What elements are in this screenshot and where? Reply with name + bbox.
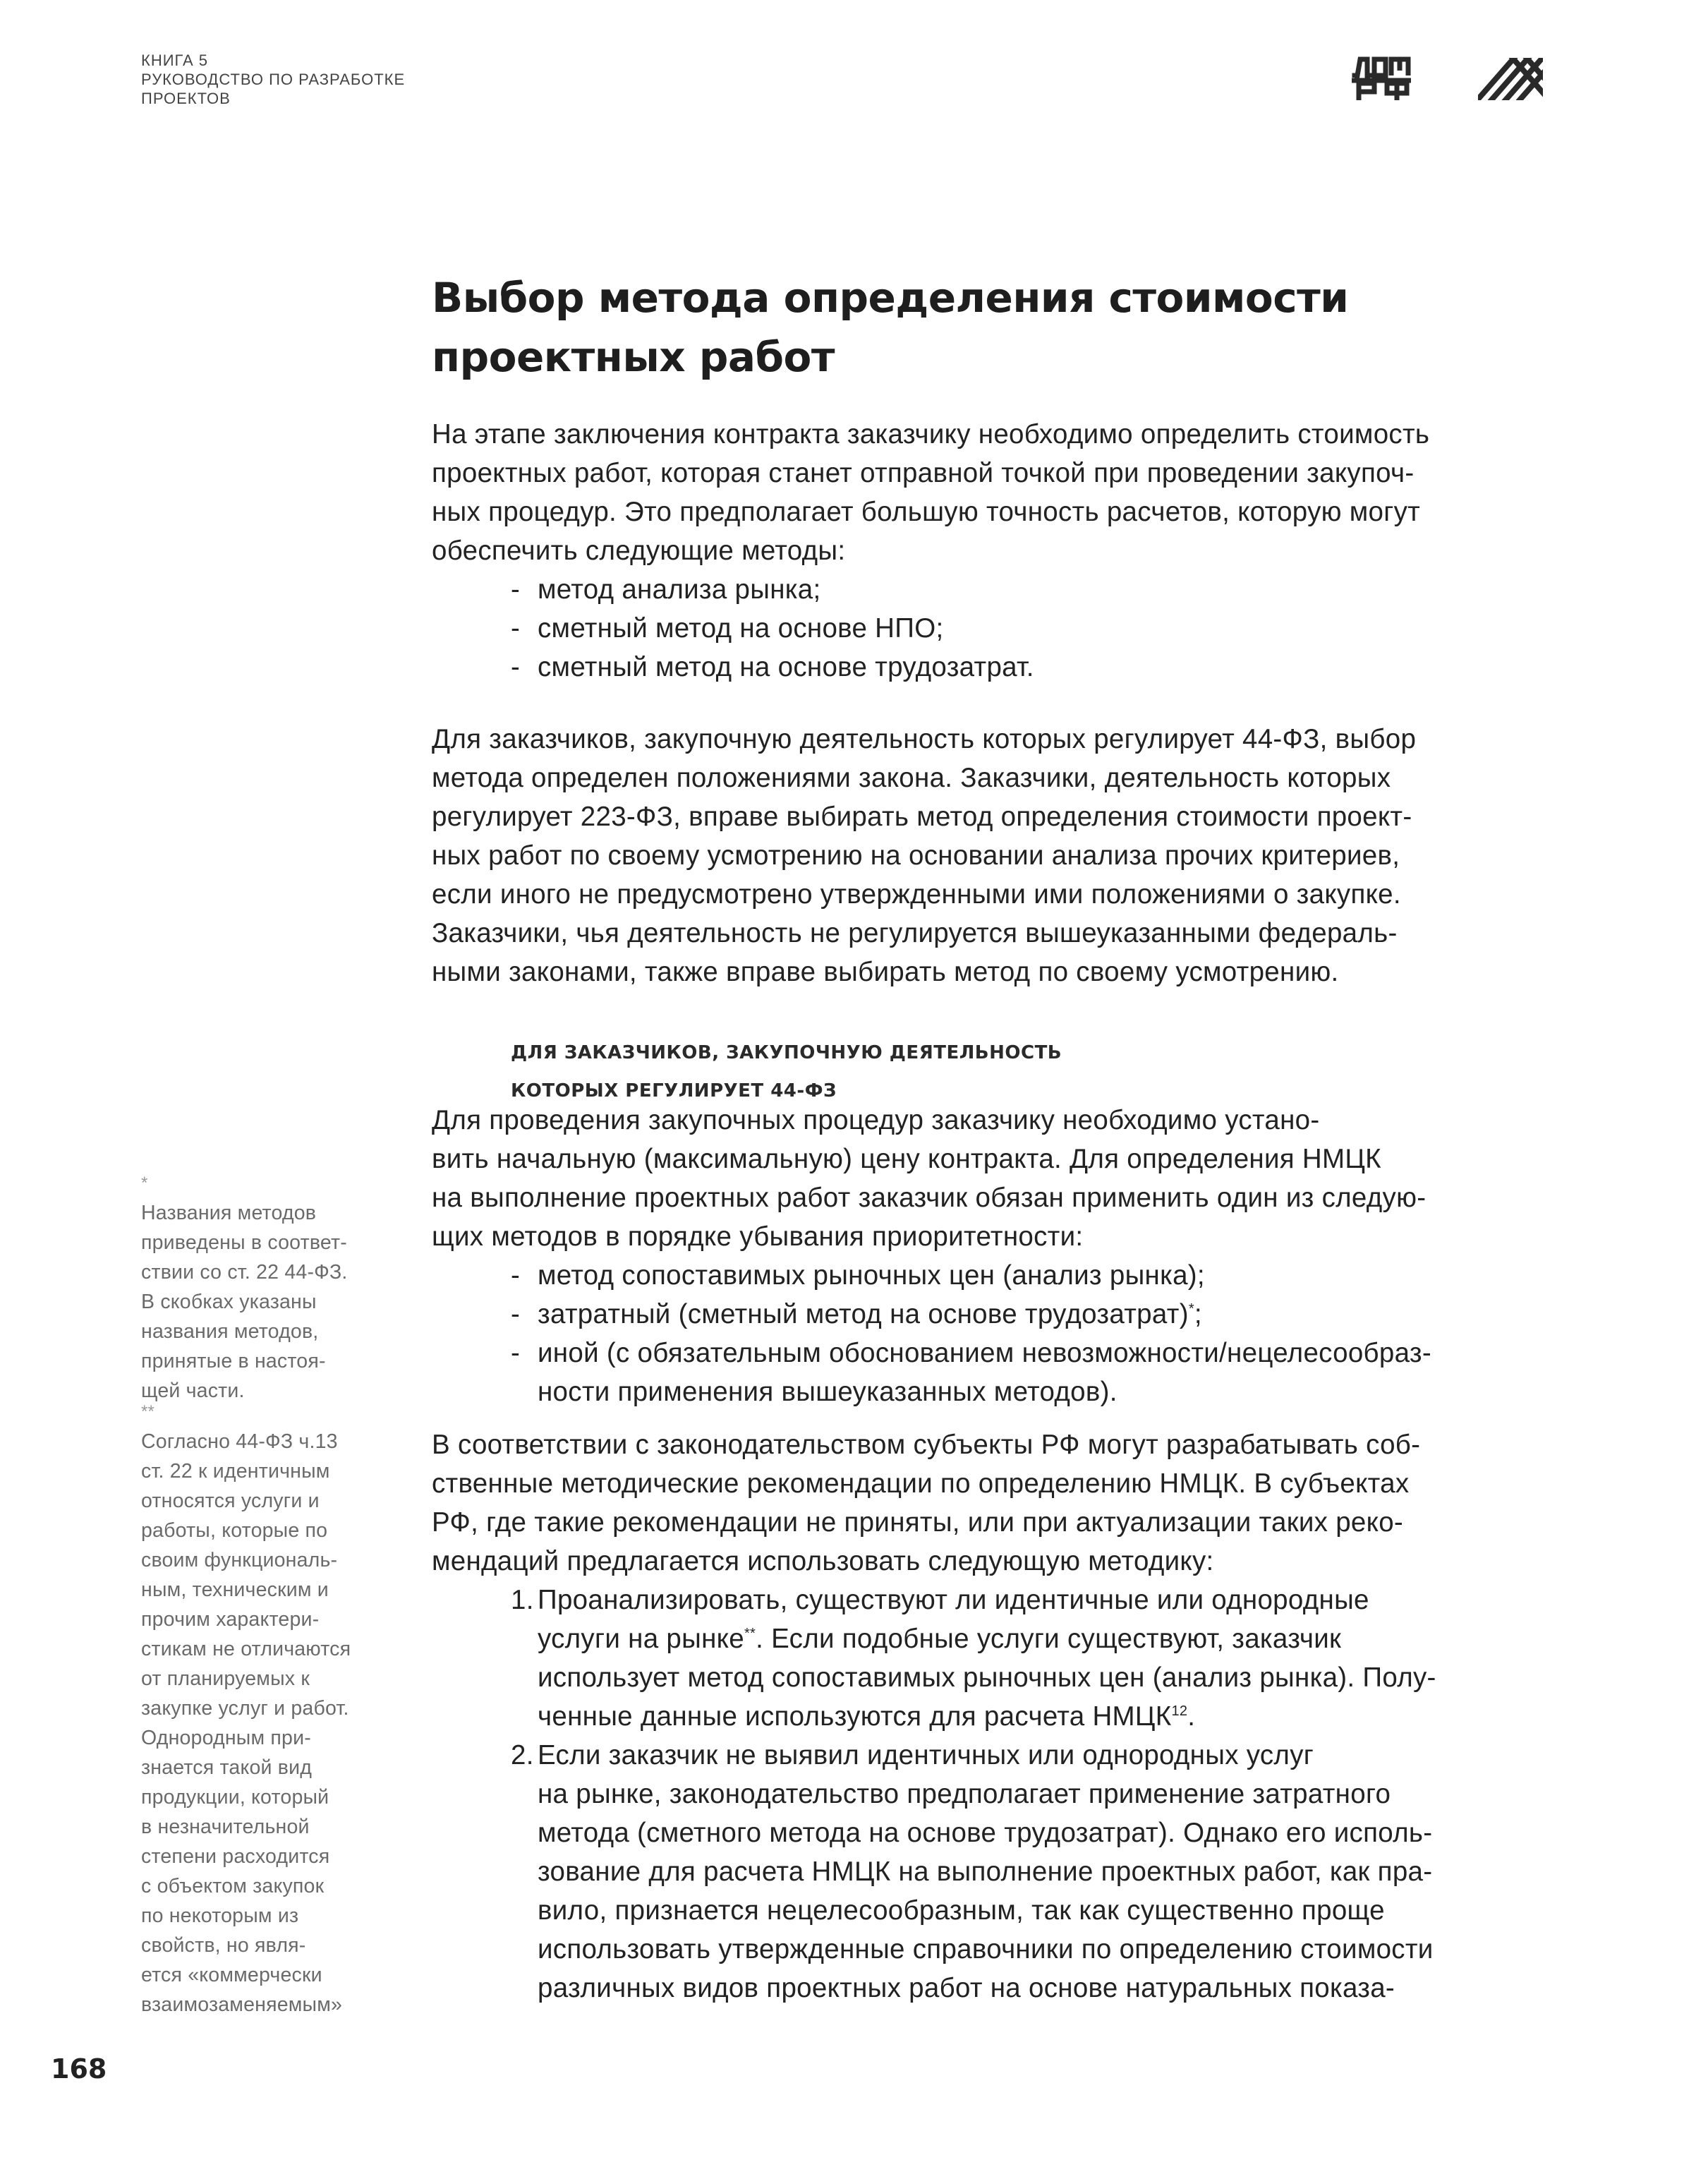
step-text: Если заказчик не выявил идентичных или однородных услуг xyxy=(538,1740,1314,1770)
sidenote-line: принятые в настоя- xyxy=(141,1350,326,1372)
sidenote-line: ным, техническим и xyxy=(141,1579,329,1601)
dom-rf-logo xyxy=(1352,56,1411,102)
sidenote-line: свойств, но явля- xyxy=(141,1934,306,1957)
numbered-step xyxy=(432,1736,1532,1775)
page-number: 168 xyxy=(51,2053,107,2084)
sidenote-methods xyxy=(141,1169,348,1406)
text-line: регулирует 223-ФЗ, вправе выбирать метод определения стоимости проект- xyxy=(432,802,1412,832)
sidenote-line: взаимозаменяемым» xyxy=(141,1993,343,2016)
list-item-text: метод анализа рынка; xyxy=(538,574,821,605)
text-line: ных процедур. Это предполагает большую точность расчетов, которую могут xyxy=(432,497,1421,527)
sidenote-line: относятся услуги и xyxy=(141,1490,320,1512)
list-item: - иной (с обязательным обоснованием невозможности/нецелесообраз- xyxy=(511,1338,1431,1368)
list-item: - метод сопоставимых рыночных цен (анализ рынка); xyxy=(511,1260,1205,1291)
list-item-continuation: ности применения вышеуказанных методов). xyxy=(538,1377,1118,1407)
text-line: на выполнение проектных работ заказчик обязан применить один из следую- xyxy=(432,1183,1427,1213)
text-line: ными законами, также вправе выбирать метод по своему усмотрению. xyxy=(432,957,1339,987)
numbered-step xyxy=(432,1581,1532,1619)
text-line: Для проведения закупочных процедур заказчику необходимо устано- xyxy=(432,1105,1320,1135)
text-line: ственные методические рекомендации по определению НМЦК. В субъектах xyxy=(432,1468,1410,1499)
book-title-cont: ПРОЕКТОВ xyxy=(141,90,231,107)
text-line: В соответствии с законодательством субъекты РФ могут разрабатывать соб- xyxy=(432,1430,1421,1460)
law-paragraph xyxy=(432,720,1532,991)
text-line: мендаций предлагается использовать следующую методику: xyxy=(432,1546,1214,1576)
step-text: . xyxy=(1187,1701,1196,1732)
list-item-end: ; xyxy=(1194,1299,1202,1329)
step-continuation xyxy=(432,1697,1532,1736)
sidenote-line: в незначительной xyxy=(141,1816,310,1838)
footnote-mark: * xyxy=(1188,1301,1194,1317)
subheading-line: КОТОРЫХ РЕГУЛИРУЕТ 44-ФЗ xyxy=(511,1080,837,1101)
sidenote-line: стикам не отличаются xyxy=(141,1638,351,1660)
sidenote-line: по некоторым из xyxy=(141,1905,299,1927)
text-line: метода определен положениями закона. Заказчики, деятельность которых xyxy=(432,763,1391,793)
sidenote-line: закупке услуг и работ. xyxy=(141,1697,349,1720)
list-item-text: метод сопоставимых рыночных цен (анализ рынка); xyxy=(538,1260,1205,1291)
list-item: - сметный метод на основе НПО; xyxy=(511,613,944,644)
step-text: ченные данные используются для расчета НМЦК xyxy=(538,1701,1172,1732)
section-subheading xyxy=(511,1034,1062,1110)
list-item: - затратный (сметный метод на основе трудозатрат)*; xyxy=(511,1299,1202,1329)
sidenote-mark: ** xyxy=(141,1402,155,1421)
text-line: проектных работ, которая станет отправной точкой при проведении закупоч- xyxy=(432,458,1415,488)
text-line: На этапе заключения контракта заказчику необходимо определить стоимость xyxy=(432,419,1430,449)
footnote-mark: ** xyxy=(744,1626,756,1642)
sidenote-line: с объектом закупок xyxy=(141,1875,325,1897)
text-line: РФ, где такие рекомендации не приняты, или при актуализации таких реко- xyxy=(432,1507,1404,1538)
list-item: - метод анализа рынка; xyxy=(511,574,821,605)
text-line: Для заказчиков, закупочную деятельность которых регулирует 44-ФЗ, выбор xyxy=(432,724,1417,754)
text-line: вить начальную (максимальную) цену контракта. Для определения НМЦК xyxy=(432,1144,1381,1174)
subheading-line: ДЛЯ ЗАКАЗЧИКОВ, ЗАКУПОЧНУЮ ДЕЯТЕЛЬНОСТЬ xyxy=(511,1042,1062,1063)
sidenote-line: своим функциональ- xyxy=(141,1549,338,1571)
book-number: КНИГА 5 xyxy=(141,52,208,69)
endnote-ref: 12 xyxy=(1171,1703,1188,1720)
sidenote-line: ется «коммерчески xyxy=(141,1964,322,1986)
step-text: Проанализировать, существуют ли идентичные или однородные xyxy=(538,1585,1369,1615)
sidenote-line: приведены в соответ- xyxy=(141,1231,347,1254)
book-title: РУКОВОДСТВО ПО РАЗРАБОТКЕ xyxy=(141,71,406,88)
sidenote-line: прочим характери- xyxy=(141,1608,320,1631)
text-line: если иного не предусмотрено утвержденными ими положениями о закупке. xyxy=(432,879,1401,910)
sidenote-line: от планируемых к xyxy=(141,1667,310,1690)
step-text: . Если подобные услуги существуют, заказчик xyxy=(756,1624,1342,1654)
sidenote-line: продукции, который xyxy=(141,1786,329,1809)
sidenote-line: степени расходится xyxy=(141,1845,330,1868)
list-item-text: сметный метод на основе НПО; xyxy=(538,613,944,644)
sidenote-line: работы, которые по xyxy=(141,1519,328,1542)
sidenote-mark: * xyxy=(141,1173,148,1193)
list-item-text: иной (с обязательным обоснованием невозможности/нецелесообраз- xyxy=(538,1338,1431,1368)
step-number: 2. xyxy=(511,1740,534,1770)
list-item: - сметный метод на основе трудозатрат. xyxy=(511,652,1034,682)
sidenote-line: Согласно 44-ФЗ ч.13 xyxy=(141,1430,338,1453)
sidenote-line: Названия методов xyxy=(141,1202,317,1224)
text-line: обеспечить следующие методы: xyxy=(432,536,846,566)
diagonal-pattern-logo xyxy=(1478,58,1543,100)
sidenote-line: знается такой вид xyxy=(141,1756,313,1779)
intro-paragraph xyxy=(432,415,1532,687)
step-number: 1. xyxy=(511,1585,534,1615)
text-line: щих методов в порядке убывания приоритетности: xyxy=(432,1221,1084,1252)
step-continuation: метода (сметного метода на основе трудозатрат). Однако его исполь- xyxy=(538,1818,1433,1848)
step-continuation: использует метод сопоставимых рыночных цен (анализ рынка). Полу- xyxy=(538,1662,1436,1693)
list-item-text: затратный (сметный метод на основе трудозатрат) xyxy=(538,1299,1189,1329)
step-continuation: использовать утвержденные справочники по определению стоимости xyxy=(538,1934,1434,1964)
sidenote-line: ствии со ст. 22 44-ФЗ. xyxy=(141,1261,348,1284)
book-header xyxy=(141,51,405,108)
page-title xyxy=(432,268,1532,387)
sidenote-line: ст. 22 к идентичным xyxy=(141,1460,330,1483)
regional-paragraph xyxy=(432,1425,1532,2008)
sidenote-line: В скобках указаны xyxy=(141,1291,317,1313)
step-continuation: зование для расчета НМЦК на выполнение проектных работ, как пра- xyxy=(538,1857,1433,1887)
step-continuation: вило, признается нецелесообразным, так как существенно проще xyxy=(538,1895,1385,1926)
step-continuation: на рынке, законодательство предполагает применение затратного xyxy=(538,1779,1391,1809)
sidenote-line: Однородным при- xyxy=(141,1727,311,1749)
sidenote-line: названия методов, xyxy=(141,1320,319,1343)
step-continuation: различных видов проектных работ на основе натуральных показа- xyxy=(538,1973,1395,2003)
title-line: проектных работ xyxy=(432,333,835,381)
text-line: ных работ по своему усмотрению на основании анализа прочих критериев, xyxy=(432,840,1400,871)
text-line: Заказчики, чья деятельность не регулируется вышеуказанными федераль- xyxy=(432,918,1398,948)
sidenote-line: щей части. xyxy=(141,1380,245,1402)
list-item-text: сметный метод на основе трудозатрат. xyxy=(538,652,1034,682)
title-line: Выбор метода определения стоимости xyxy=(432,274,1349,322)
sidenote-identical-services xyxy=(141,1397,351,2020)
step-continuation xyxy=(432,1619,1532,1658)
step-text: услуги на рынке xyxy=(538,1624,744,1654)
nmck-paragraph xyxy=(432,1101,1532,1411)
